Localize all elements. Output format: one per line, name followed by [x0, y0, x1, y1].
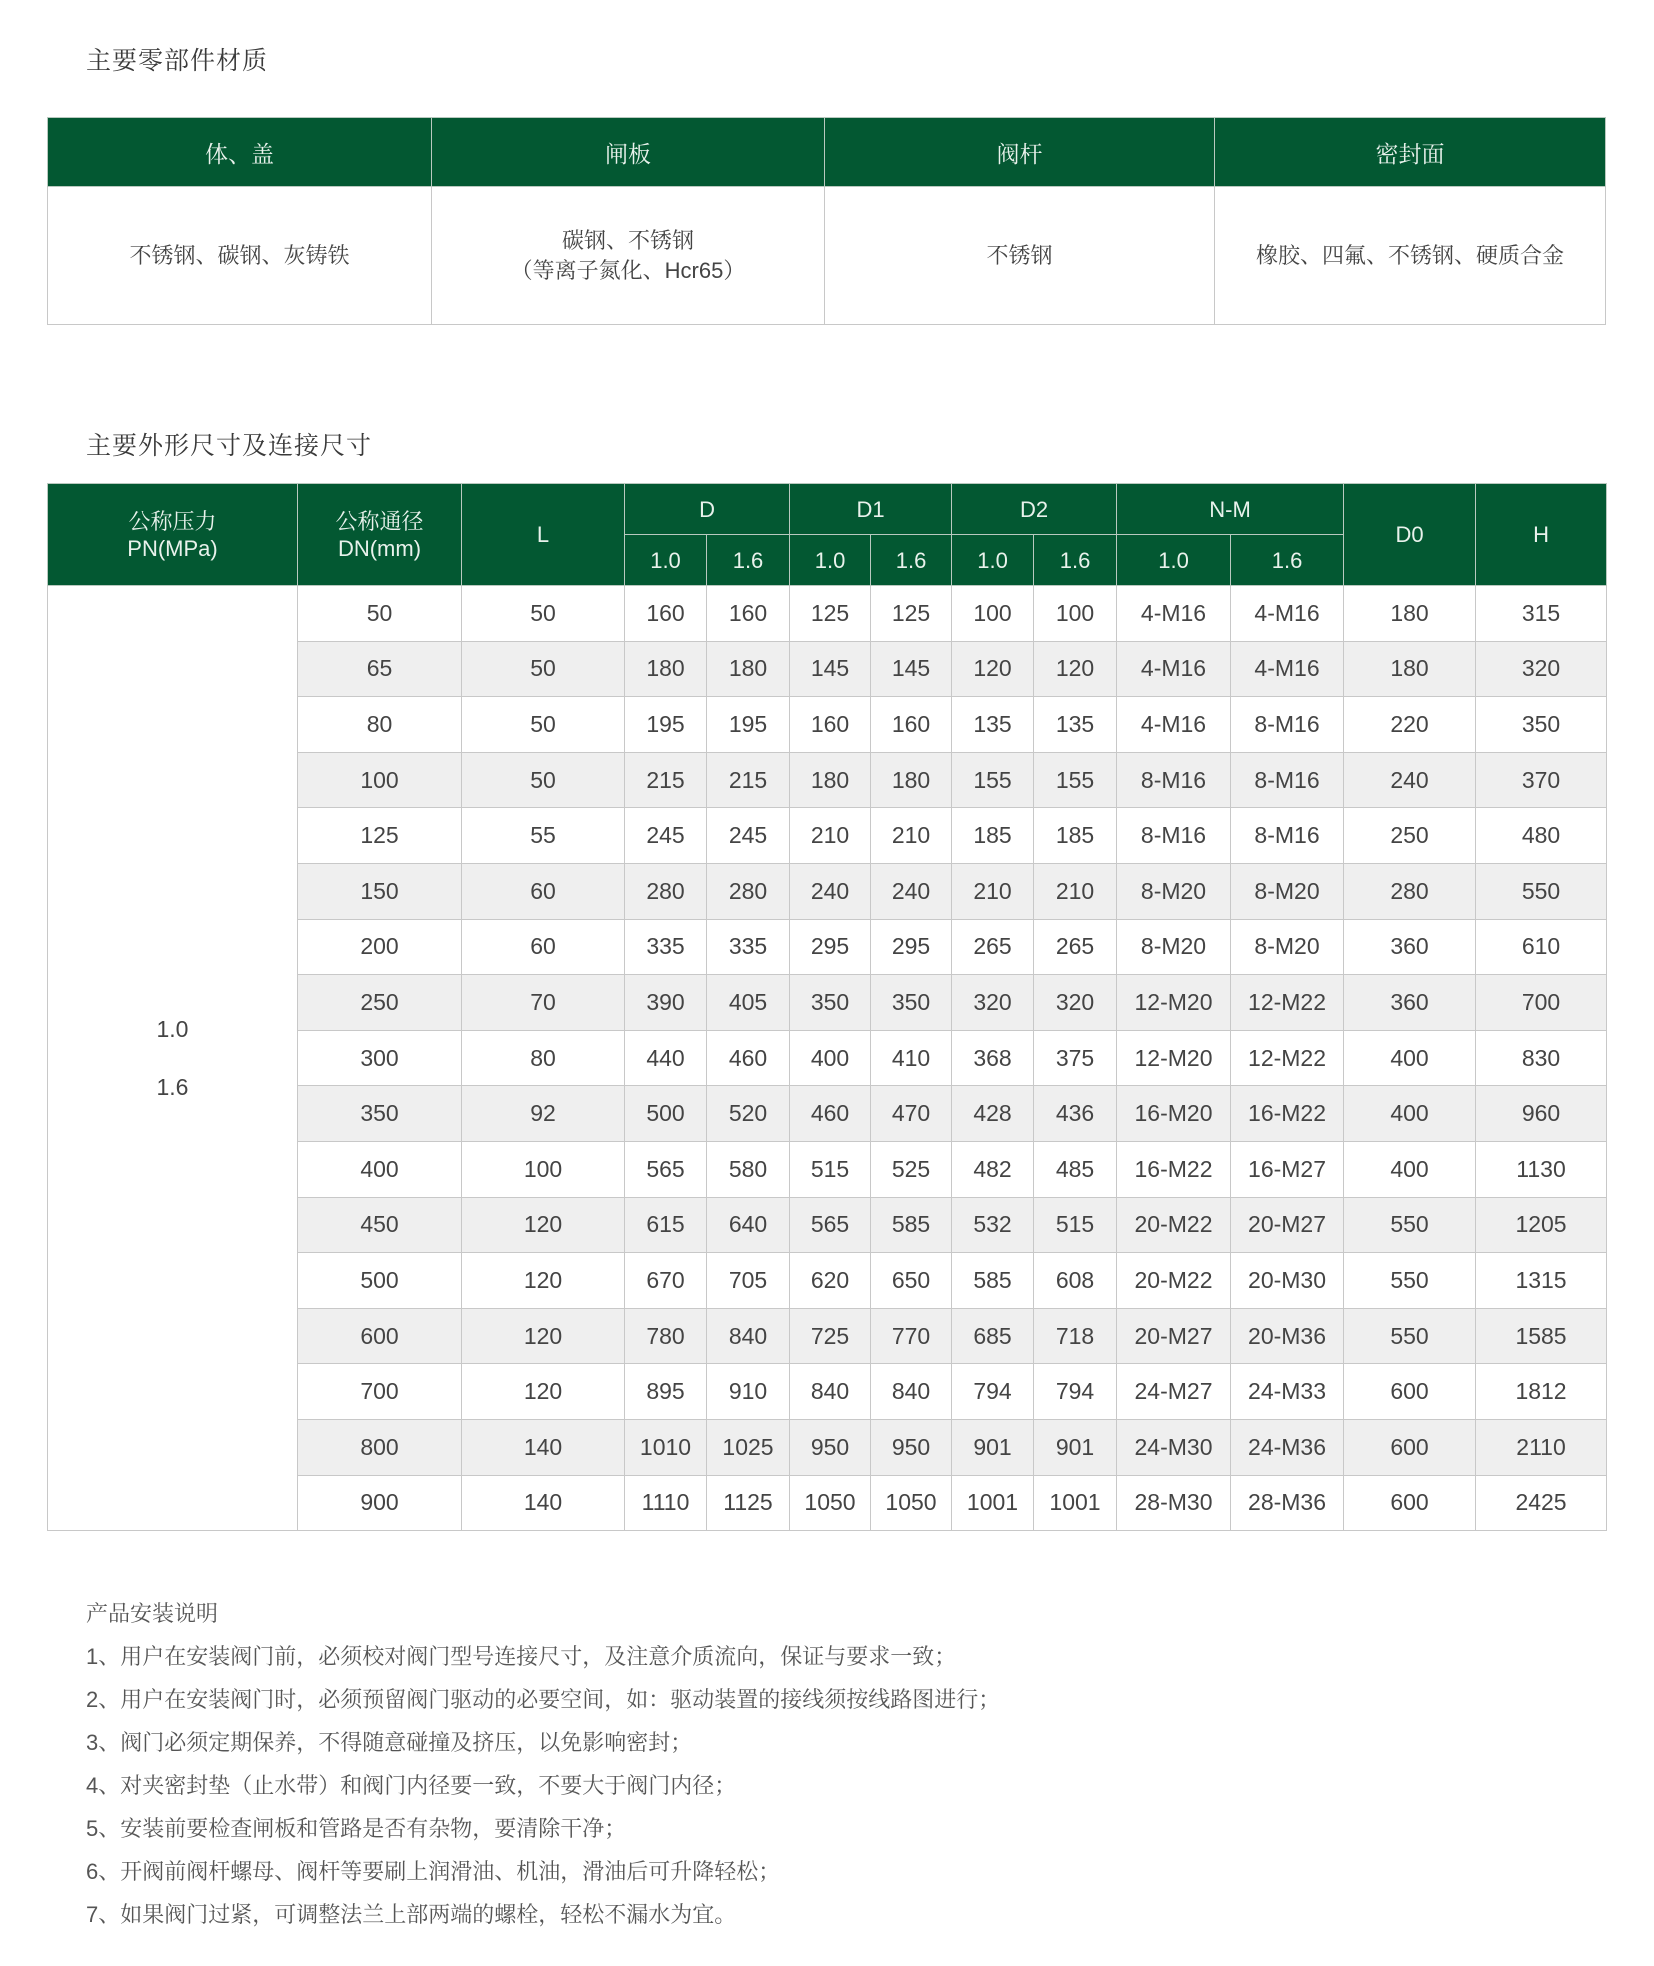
cell-H: 550 — [1476, 863, 1607, 919]
dimensions-table-body — [48, 586, 1607, 1531]
cell-H: 350 — [1476, 697, 1607, 753]
cell-NM-1.6: 8-M20 — [1231, 919, 1344, 975]
subheader-pressure: 1.6 — [871, 535, 952, 586]
pn-value: 1.6 — [156, 1074, 189, 1101]
cell-NM-1.0: 24-M30 — [1117, 1419, 1231, 1475]
cell-D1-1.0: 295 — [790, 919, 871, 975]
cell-NM-1.6: 8-M16 — [1231, 808, 1344, 864]
cell-D2-1.6: 718 — [1034, 1308, 1117, 1364]
cell-dn: 100 — [298, 752, 462, 808]
cell-NM-1.0: 8-M20 — [1117, 919, 1231, 975]
cell-dn: 600 — [298, 1308, 462, 1364]
cell-D2-1.6: 120 — [1034, 641, 1117, 697]
cell-D1-1.6: 210 — [871, 808, 952, 864]
cell-D-1.0: 500 — [625, 1086, 707, 1142]
cell-D1-1.0: 565 — [790, 1197, 871, 1253]
cell-NM-1.6: 4-M16 — [1231, 586, 1344, 642]
cell-D2-1.6: 1001 — [1034, 1475, 1117, 1531]
cell-dn: 250 — [298, 975, 462, 1031]
cell-D-1.6: 215 — [707, 752, 790, 808]
cell-D-1.0: 1110 — [625, 1475, 707, 1531]
cell-L: 50 — [462, 641, 625, 697]
cell-L: 120 — [462, 1308, 625, 1364]
install-title: 产品安装说明 — [86, 1601, 219, 1626]
cell-D2-1.0: 135 — [952, 697, 1034, 753]
cell-H: 1205 — [1476, 1197, 1607, 1253]
subheader-pressure: 1.0 — [790, 535, 871, 586]
cell-L: 55 — [462, 808, 625, 864]
cell-L: 140 — [462, 1419, 625, 1475]
cell-L: 50 — [462, 752, 625, 808]
cell-D-1.0: 280 — [625, 863, 707, 919]
cell-H: 1585 — [1476, 1308, 1607, 1364]
install-item: 1、用户在安装阀门前，必须校对阀门型号连接尺寸，及注意介质流向，保证与要求一致； — [86, 1644, 957, 1669]
header-pn — [48, 484, 298, 586]
cell-D1-1.6: 840 — [871, 1364, 952, 1420]
cell-D-1.6: 580 — [707, 1141, 790, 1197]
cell-D-1.0: 335 — [625, 919, 707, 975]
cell-H: 1315 — [1476, 1253, 1607, 1309]
materials-value: 碳钢、不锈钢 — [561, 227, 694, 253]
materials-header-seal-face: 密封面 — [1215, 118, 1606, 187]
cell-NM-1.6: 28-M36 — [1231, 1475, 1344, 1531]
subheader-pressure: 1.6 — [1231, 535, 1344, 586]
materials-value: 橡胶、四氟、不锈钢、硬质合金 — [1255, 242, 1564, 268]
cell-D2-1.6: 155 — [1034, 752, 1117, 808]
header-D0: D0 — [1344, 484, 1476, 586]
cell-H: 1130 — [1476, 1141, 1607, 1197]
cell-NM-1.0: 24-M27 — [1117, 1364, 1231, 1420]
cell-D1-1.6: 160 — [871, 697, 952, 753]
cell-NM-1.0: 16-M22 — [1117, 1141, 1231, 1197]
cell-dn: 300 — [298, 1030, 462, 1086]
cell-D-1.0: 245 — [625, 808, 707, 864]
cell-L: 60 — [462, 919, 625, 975]
materials-header-gate: 闸板 — [432, 118, 825, 187]
cell-D2-1.6: 100 — [1034, 586, 1117, 642]
cell-H: 960 — [1476, 1086, 1607, 1142]
cell-D2-1.0: 532 — [952, 1197, 1034, 1253]
cell-D2-1.6: 135 — [1034, 697, 1117, 753]
cell-NM-1.0: 4-M16 — [1117, 641, 1231, 697]
cell-D-1.0: 780 — [625, 1308, 707, 1364]
dimensions-table — [47, 483, 1607, 1531]
cell-D2-1.6: 515 — [1034, 1197, 1117, 1253]
header-pn-label: 公称压力 — [128, 508, 217, 534]
cell-D1-1.0: 125 — [790, 586, 871, 642]
cell-D2-1.0: 210 — [952, 863, 1034, 919]
cell-L: 70 — [462, 975, 625, 1031]
cell-D2-1.6: 901 — [1034, 1419, 1117, 1475]
cell-D-1.6: 1125 — [707, 1475, 790, 1531]
cell-D-1.6: 910 — [707, 1364, 790, 1420]
cell-L: 120 — [462, 1253, 625, 1309]
subheader-pressure: 1.6 — [1034, 535, 1117, 586]
cell-D-1.0: 670 — [625, 1253, 707, 1309]
materials-cell-stem — [825, 187, 1215, 325]
cell-D-1.0: 615 — [625, 1197, 707, 1253]
cell-D0: 180 — [1344, 641, 1476, 697]
cell-D1-1.0: 1050 — [790, 1475, 871, 1531]
cell-H: 320 — [1476, 641, 1607, 697]
cell-D1-1.0: 145 — [790, 641, 871, 697]
install-item: 2、用户在安装阀门时，必须预留阀门驱动的必要空间，如：驱动装置的接线须按线路图进行； — [86, 1687, 1001, 1712]
cell-D1-1.6: 350 — [871, 975, 952, 1031]
cell-NM-1.6: 24-M33 — [1231, 1364, 1344, 1420]
install-item: 4、对夹密封垫（止水带）和阀门内径要一致，不要大于阀门内径； — [86, 1773, 737, 1798]
cell-NM-1.0: 4-M16 — [1117, 586, 1231, 642]
materials-cell-seal-face — [1215, 187, 1606, 325]
cell-D2-1.0: 482 — [952, 1141, 1034, 1197]
cell-D-1.0: 440 — [625, 1030, 707, 1086]
header-N-M: N-M — [1117, 484, 1344, 535]
cell-D-1.6: 460 — [707, 1030, 790, 1086]
cell-dn: 125 — [298, 808, 462, 864]
cell-D1-1.0: 840 — [790, 1364, 871, 1420]
cell-dn: 900 — [298, 1475, 462, 1531]
cell-L: 80 — [462, 1030, 625, 1086]
cell-NM-1.0: 20-M22 — [1117, 1197, 1231, 1253]
materials-cell-gate — [432, 187, 825, 325]
cell-dn: 500 — [298, 1253, 462, 1309]
cell-NM-1.6: 24-M36 — [1231, 1419, 1344, 1475]
cell-D-1.6: 280 — [707, 863, 790, 919]
cell-D1-1.6: 240 — [871, 863, 952, 919]
cell-D2-1.0: 120 — [952, 641, 1034, 697]
cell-D-1.6: 180 — [707, 641, 790, 697]
cell-D2-1.0: 320 — [952, 975, 1034, 1031]
materials-row — [48, 187, 1606, 325]
cell-D2-1.6: 608 — [1034, 1253, 1117, 1309]
cell-D0: 550 — [1344, 1308, 1476, 1364]
cell-NM-1.0: 8-M16 — [1117, 808, 1231, 864]
cell-D1-1.6: 650 — [871, 1253, 952, 1309]
cell-L: 50 — [462, 697, 625, 753]
header-dn-label: 公称通径 — [335, 508, 424, 534]
materials-value: 不锈钢、碳钢、灰铸铁 — [129, 242, 350, 268]
cell-D1-1.0: 210 — [790, 808, 871, 864]
cell-NM-1.6: 20-M27 — [1231, 1197, 1344, 1253]
pn-cell — [48, 586, 298, 1531]
subheader-pressure: 1.0 — [625, 535, 707, 586]
cell-D0: 400 — [1344, 1086, 1476, 1142]
cell-D2-1.6: 436 — [1034, 1086, 1117, 1142]
materials-value: 不锈钢 — [986, 242, 1053, 268]
cell-D1-1.0: 620 — [790, 1253, 871, 1309]
cell-D1-1.6: 470 — [871, 1086, 952, 1142]
cell-NM-1.6: 12-M22 — [1231, 975, 1344, 1031]
header-H: H — [1476, 484, 1607, 586]
cell-dn: 200 — [298, 919, 462, 975]
cell-D1-1.6: 295 — [871, 919, 952, 975]
subheader-pressure: 1.0 — [952, 535, 1034, 586]
cell-L: 140 — [462, 1475, 625, 1531]
cell-dn: 800 — [298, 1419, 462, 1475]
cell-NM-1.0: 8-M16 — [1117, 752, 1231, 808]
cell-D0: 250 — [1344, 808, 1476, 864]
cell-D0: 600 — [1344, 1364, 1476, 1420]
cell-NM-1.0: 12-M20 — [1117, 975, 1231, 1031]
materials-value-note: （等离子氮化、Hcr65） — [510, 257, 746, 283]
cell-D0: 240 — [1344, 752, 1476, 808]
cell-D2-1.0: 368 — [952, 1030, 1034, 1086]
cell-L: 60 — [462, 863, 625, 919]
cell-D1-1.0: 160 — [790, 697, 871, 753]
cell-D1-1.6: 585 — [871, 1197, 952, 1253]
cell-D0: 550 — [1344, 1197, 1476, 1253]
materials-table — [47, 117, 1606, 325]
cell-D-1.0: 180 — [625, 641, 707, 697]
cell-dn: 450 — [298, 1197, 462, 1253]
cell-D2-1.6: 375 — [1034, 1030, 1117, 1086]
cell-D-1.6: 335 — [707, 919, 790, 975]
cell-D2-1.0: 265 — [952, 919, 1034, 975]
cell-D0: 360 — [1344, 975, 1476, 1031]
cell-D2-1.0: 585 — [952, 1253, 1034, 1309]
cell-D-1.6: 245 — [707, 808, 790, 864]
cell-D2-1.6: 794 — [1034, 1364, 1117, 1420]
cell-D2-1.0: 155 — [952, 752, 1034, 808]
cell-D1-1.6: 950 — [871, 1419, 952, 1475]
cell-D1-1.6: 125 — [871, 586, 952, 642]
cell-NM-1.6: 16-M27 — [1231, 1141, 1344, 1197]
cell-D-1.6: 1025 — [707, 1419, 790, 1475]
install-item: 6、开阀前阀杆螺母、阀杆等要刷上润滑油、机油，滑油后可升降轻松； — [86, 1859, 781, 1884]
cell-D1-1.0: 350 — [790, 975, 871, 1031]
header-pn-unit: PN(MPa) — [127, 535, 218, 561]
cell-D0: 400 — [1344, 1141, 1476, 1197]
header-dn — [298, 484, 462, 586]
cell-dn: 65 — [298, 641, 462, 697]
cell-D1-1.0: 950 — [790, 1419, 871, 1475]
cell-D2-1.0: 100 — [952, 586, 1034, 642]
cell-D-1.0: 895 — [625, 1364, 707, 1420]
cell-D0: 280 — [1344, 863, 1476, 919]
cell-D1-1.6: 145 — [871, 641, 952, 697]
cell-D2-1.0: 685 — [952, 1308, 1034, 1364]
cell-D0: 600 — [1344, 1475, 1476, 1531]
cell-D2-1.0: 428 — [952, 1086, 1034, 1142]
cell-NM-1.6: 12-M22 — [1231, 1030, 1344, 1086]
cell-D2-1.6: 210 — [1034, 863, 1117, 919]
cell-D-1.6: 160 — [707, 586, 790, 642]
cell-D-1.0: 215 — [625, 752, 707, 808]
dimensions-section-title: 主要外形尺寸及连接尺寸 — [86, 432, 373, 460]
cell-L: 100 — [462, 1141, 625, 1197]
cell-D2-1.6: 265 — [1034, 919, 1117, 975]
cell-H: 610 — [1476, 919, 1607, 975]
cell-NM-1.6: 8-M20 — [1231, 863, 1344, 919]
cell-D1-1.6: 180 — [871, 752, 952, 808]
header-D1: D1 — [790, 484, 952, 535]
cell-L: 120 — [462, 1364, 625, 1420]
cell-D-1.6: 840 — [707, 1308, 790, 1364]
cell-D-1.6: 520 — [707, 1086, 790, 1142]
cell-D1-1.6: 1050 — [871, 1475, 952, 1531]
cell-D0: 550 — [1344, 1253, 1476, 1309]
materials-section-title: 主要零部件材质 — [86, 47, 269, 75]
cell-dn: 400 — [298, 1141, 462, 1197]
cell-NM-1.6: 20-M30 — [1231, 1253, 1344, 1309]
cell-D-1.0: 160 — [625, 586, 707, 642]
cell-NM-1.6: 8-M16 — [1231, 752, 1344, 808]
cell-D2-1.6: 485 — [1034, 1141, 1117, 1197]
cell-D1-1.6: 410 — [871, 1030, 952, 1086]
cell-D-1.6: 705 — [707, 1253, 790, 1309]
install-item: 5、安装前要检查闸板和管路是否有杂物，要清除干净； — [86, 1816, 627, 1841]
cell-D-1.6: 405 — [707, 975, 790, 1031]
subheader-pressure: 1.0 — [1117, 535, 1231, 586]
cell-D2-1.0: 1001 — [952, 1475, 1034, 1531]
cell-H: 315 — [1476, 586, 1607, 642]
cell-D0: 400 — [1344, 1030, 1476, 1086]
cell-D1-1.0: 515 — [790, 1141, 871, 1197]
cell-D-1.0: 565 — [625, 1141, 707, 1197]
materials-cell-body-cover — [48, 187, 432, 325]
cell-NM-1.0: 28-M30 — [1117, 1475, 1231, 1531]
cell-NM-1.6: 20-M36 — [1231, 1308, 1344, 1364]
materials-header-stem: 阀杆 — [825, 118, 1215, 187]
cell-H: 830 — [1476, 1030, 1607, 1086]
cell-L: 92 — [462, 1086, 625, 1142]
install-item: 3、阀门必须定期保养，不得随意碰撞及挤压，以免影响密封； — [86, 1730, 693, 1755]
cell-NM-1.6: 8-M16 — [1231, 697, 1344, 753]
cell-D1-1.0: 240 — [790, 863, 871, 919]
materials-header-row — [48, 118, 1606, 187]
cell-NM-1.0: 16-M20 — [1117, 1086, 1231, 1142]
cell-D2-1.6: 320 — [1034, 975, 1117, 1031]
cell-NM-1.6: 4-M16 — [1231, 641, 1344, 697]
cell-NM-1.0: 20-M22 — [1117, 1253, 1231, 1309]
cell-NM-1.0: 8-M20 — [1117, 863, 1231, 919]
cell-D1-1.0: 460 — [790, 1086, 871, 1142]
cell-D0: 360 — [1344, 919, 1476, 975]
header-dn-unit: DN(mm) — [337, 535, 422, 561]
materials-header-body-cover: 体、盖 — [48, 118, 432, 187]
cell-dn: 350 — [298, 1086, 462, 1142]
dimensions-header-row — [48, 484, 1607, 535]
cell-H: 480 — [1476, 808, 1607, 864]
cell-dn: 150 — [298, 863, 462, 919]
table-row — [48, 586, 1607, 642]
cell-NM-1.0: 12-M20 — [1117, 1030, 1231, 1086]
cell-H: 2110 — [1476, 1419, 1607, 1475]
cell-dn: 50 — [298, 586, 462, 642]
cell-D1-1.0: 400 — [790, 1030, 871, 1086]
cell-H: 370 — [1476, 752, 1607, 808]
cell-L: 120 — [462, 1197, 625, 1253]
subheader-pressure: 1.6 — [707, 535, 790, 586]
cell-D1-1.0: 725 — [790, 1308, 871, 1364]
cell-H: 700 — [1476, 975, 1607, 1031]
cell-D1-1.6: 525 — [871, 1141, 952, 1197]
cell-D2-1.0: 185 — [952, 808, 1034, 864]
cell-D0: 180 — [1344, 586, 1476, 642]
cell-D-1.0: 390 — [625, 975, 707, 1031]
header-L: L — [462, 484, 625, 586]
header-D: D — [625, 484, 790, 535]
cell-NM-1.0: 20-M27 — [1117, 1308, 1231, 1364]
header-D2: D2 — [952, 484, 1117, 535]
cell-NM-1.6: 16-M22 — [1231, 1086, 1344, 1142]
cell-D-1.0: 1010 — [625, 1419, 707, 1475]
cell-dn: 80 — [298, 697, 462, 753]
cell-H: 2425 — [1476, 1475, 1607, 1531]
cell-D-1.0: 195 — [625, 697, 707, 753]
install-item: 7、如果阀门过紧，可调整法兰上部两端的螺栓，轻松不漏水为宜。 — [86, 1902, 737, 1927]
cell-L: 50 — [462, 586, 625, 642]
pn-value: 1.0 — [156, 1016, 189, 1043]
cell-D1-1.6: 770 — [871, 1308, 952, 1364]
cell-D2-1.6: 185 — [1034, 808, 1117, 864]
cell-D2-1.0: 901 — [952, 1419, 1034, 1475]
cell-D0: 220 — [1344, 697, 1476, 753]
install-instructions — [86, 1598, 1000, 1942]
cell-D-1.6: 195 — [707, 697, 790, 753]
cell-dn: 700 — [298, 1364, 462, 1420]
cell-D0: 600 — [1344, 1419, 1476, 1475]
cell-D-1.6: 640 — [707, 1197, 790, 1253]
cell-H: 1812 — [1476, 1364, 1607, 1420]
cell-D2-1.0: 794 — [952, 1364, 1034, 1420]
cell-D1-1.0: 180 — [790, 752, 871, 808]
cell-NM-1.0: 4-M16 — [1117, 697, 1231, 753]
